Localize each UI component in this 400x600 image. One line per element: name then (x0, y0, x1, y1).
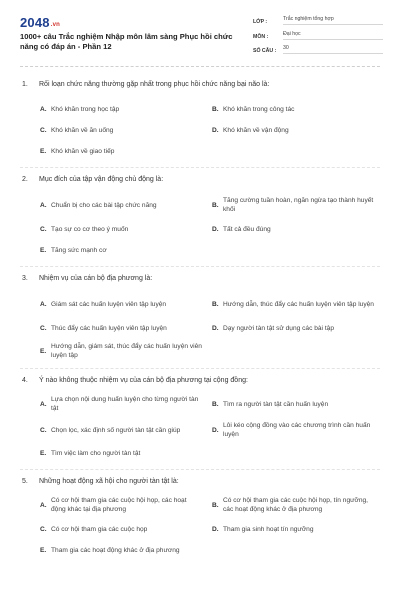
question-number: 3. (22, 275, 28, 282)
question-header (22, 80, 378, 89)
logo-text: 2048 (20, 15, 50, 30)
option-c[interactable] (40, 121, 212, 139)
option-letter: C. (40, 324, 47, 332)
option-text: Có cơ hội tham gia các cuộc hội họp, tín ngưỡng, các hoạt động khác ở địa phương (223, 497, 369, 513)
option-letter: B. (212, 201, 219, 209)
option-text: Tìm ra người tàn tật cần huấn luyện (223, 400, 329, 408)
option-letter: B. (212, 501, 219, 509)
option-text: Có cơ hội tham gia các cuộc hội họp, các hoạt động khác tại địa phương (51, 497, 187, 513)
option-e[interactable] (40, 142, 212, 160)
answer-options (40, 293, 385, 362)
question-text: Mục đích của tập vận động chủ động là: (39, 176, 164, 183)
meta-count-label: SỐ CÂU : (253, 48, 277, 54)
logo-domain: .vn (50, 22, 61, 28)
option-e[interactable] (40, 241, 212, 259)
option-c[interactable] (40, 220, 212, 238)
option-letter: B. (212, 400, 219, 408)
option-letter: C. (40, 426, 47, 434)
option-letter: E. (40, 546, 47, 554)
option-letter: D. (212, 225, 219, 233)
option-e[interactable] (40, 340, 212, 362)
option-text: Khó khăn trong công tác (223, 105, 295, 113)
question-text: Những hoạt động xã hội cho người tàn tật là: (39, 478, 179, 485)
meta-class-value: Trắc nghiệm tổng hợp (283, 16, 383, 25)
meta-subject-label: MÔN : (253, 33, 269, 40)
option-text: Hướng dẫn, giám sát, thúc đẩy các huấn luyện viên luyện tập (51, 343, 202, 359)
question-header (22, 376, 378, 385)
question-4 (0, 376, 400, 470)
option-text: Có cơ hội tham gia các cuộc họp (51, 525, 148, 533)
answer-options (40, 494, 385, 559)
option-text: Giám sát các huấn luyện viên tập luyện (51, 300, 167, 308)
question-number: 1. (22, 81, 28, 88)
option-b[interactable] (212, 194, 384, 216)
question-list (0, 74, 400, 559)
meta-subject-row (253, 27, 383, 40)
option-d[interactable] (212, 319, 384, 337)
site-logo[interactable] (20, 15, 60, 30)
option-a[interactable] (40, 293, 212, 315)
question-header (22, 175, 378, 184)
option-d[interactable] (212, 520, 384, 538)
option-letter: E. (40, 347, 47, 355)
option-text: Tạo sự co cơ theo ý muốn (51, 225, 129, 233)
option-b[interactable] (212, 293, 384, 315)
option-text: Dạy người tàn tật sử dụng các bài tập (223, 324, 335, 332)
option-text: Chọn lọc, xác định số người tàn tật cần giúp (51, 426, 181, 434)
option-letter: A. (40, 501, 47, 509)
option-text: Hướng dẫn, thúc đẩy các huấn luyện viên tập luyện (223, 300, 374, 308)
option-text: Thúc đẩy các huấn luyện viên tập luyện (51, 324, 167, 332)
question-2 (0, 175, 400, 267)
question-number: 2. (22, 176, 28, 183)
page-header (0, 0, 400, 68)
meta-count-row (253, 41, 383, 54)
question-number: 4. (22, 377, 28, 384)
option-letter: D. (212, 126, 219, 134)
question-1 (0, 80, 400, 168)
option-letter: E. (40, 246, 47, 254)
option-text: Khó khăn về vận động (223, 126, 289, 134)
option-c[interactable] (40, 419, 212, 441)
option-d[interactable] (212, 419, 384, 441)
option-text: Chuẩn bị cho các bài tập chức năng (51, 201, 157, 209)
meta-count-value: 30 (283, 45, 383, 54)
option-letter: A. (40, 400, 47, 408)
answer-options (40, 100, 385, 160)
question-separator (20, 469, 380, 470)
meta-class-label: LỚP : (253, 19, 268, 25)
option-text: Tham gia các hoạt động khác ở địa phương (51, 546, 180, 554)
answer-options (40, 194, 385, 259)
option-a[interactable] (40, 194, 212, 216)
option-text: Khó khăn về giao tiếp (51, 147, 115, 155)
page-title: 1000+ câu Trắc nghiệm Nhập môn lâm sàng Phục hồi chức năng có đáp án - Phần 12 (20, 32, 233, 51)
option-e[interactable] (40, 541, 212, 559)
question-text: Ý nào không thuộc nhiệm vụ của cán bộ địa phương tại cộng đồng: (39, 377, 248, 384)
option-text: Lôi kéo cộng đồng vào các chương trình cần huấn luyện (223, 422, 371, 438)
option-text: Khó khăn trong học tập (51, 105, 120, 113)
option-text: Tham gia sinh hoạt tín ngưỡng (223, 525, 314, 533)
option-text: Tìm việc làm cho người tàn tật (51, 449, 141, 457)
option-a[interactable] (40, 393, 212, 415)
option-c[interactable] (40, 319, 212, 337)
question-header (22, 477, 378, 486)
option-text: Khó khăn về ăn uống (51, 126, 114, 134)
option-d[interactable] (212, 220, 384, 238)
option-e[interactable] (40, 444, 212, 462)
option-letter: A. (40, 201, 47, 209)
option-b[interactable] (212, 393, 384, 415)
option-b[interactable] (212, 494, 384, 516)
quiz-meta (253, 12, 383, 56)
header-divider (20, 66, 380, 67)
option-d[interactable] (212, 121, 384, 139)
question-text: Nhiệm vụ của cán bộ địa phương là: (39, 275, 153, 282)
option-text: Tăng cường tuần hoàn, ngăn ngừa tạo thành huyết khối (223, 197, 374, 213)
option-letter: A. (40, 105, 47, 113)
question-separator (20, 266, 380, 267)
question-separator (20, 368, 380, 369)
option-text: Tất cả đều đúng (223, 225, 271, 233)
option-c[interactable] (40, 520, 212, 538)
option-letter: C. (40, 525, 47, 533)
meta-class-row (253, 12, 383, 25)
option-text: Lựa chọn nội dung huấn luyện cho từng người tàn tật (51, 396, 199, 412)
option-letter: C. (40, 225, 47, 233)
question-header (22, 274, 378, 283)
option-letter: B. (212, 300, 219, 308)
option-letter: D. (212, 426, 219, 434)
option-letter: D. (212, 525, 219, 533)
question-3 (0, 274, 400, 369)
option-a[interactable] (40, 100, 212, 118)
option-letter: E. (40, 449, 47, 457)
option-text: Tăng sức mạnh cơ (51, 246, 107, 254)
meta-subject-value: Đại học (283, 31, 383, 40)
option-b[interactable] (212, 100, 384, 118)
option-letter: D. (212, 324, 219, 332)
option-a[interactable] (40, 494, 212, 516)
option-letter: E. (40, 147, 47, 155)
option-letter: B. (212, 105, 219, 113)
question-number: 5. (22, 478, 28, 485)
question-5 (0, 477, 400, 559)
question-separator (20, 167, 380, 168)
answer-options (40, 393, 385, 462)
option-letter: A. (40, 300, 47, 308)
option-letter: C. (40, 126, 47, 134)
question-text: Rối loạn chức năng thường gặp nhất trong phục hồi chức năng bại não là: (39, 81, 270, 88)
